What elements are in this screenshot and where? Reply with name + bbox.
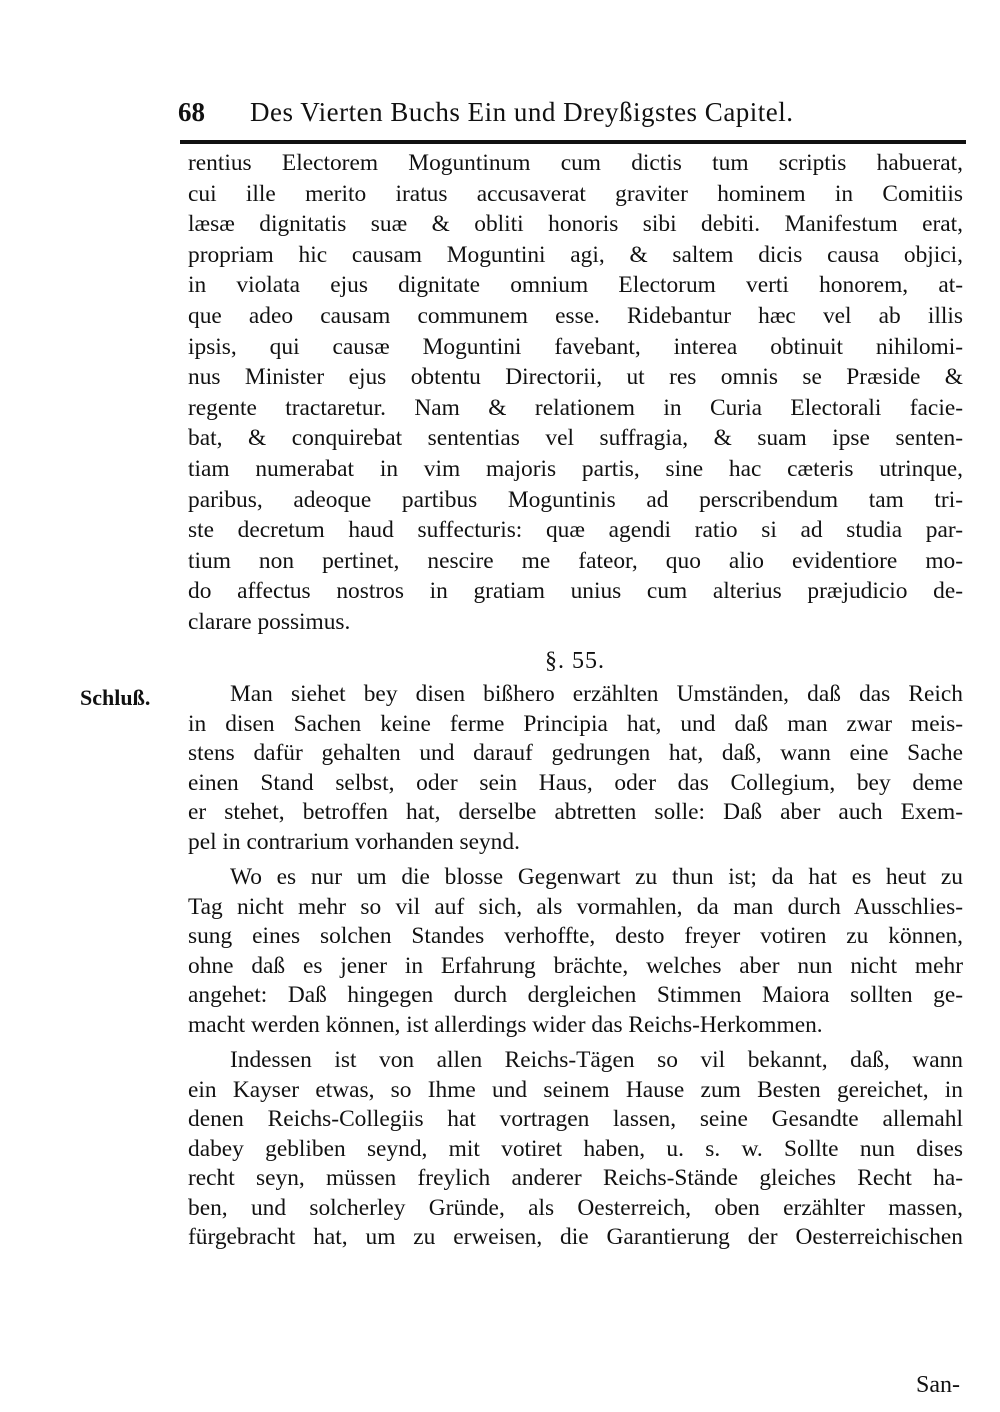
text-line: paribus, adeoque partibus Moguntinis ad perscribendum tam tri- — [188, 486, 963, 513]
text-line: Indessen ist von allen Reichs-Tägen so vil bekannt, daß, wann — [230, 1047, 963, 1073]
text-line: sung eines solchen Standes verhoffte, desto freyer votiren zu können, — [188, 923, 963, 949]
text-line: ben, und solcherley Gründe, als Oesterreich, oben erzählter massen, — [188, 1194, 963, 1221]
text-line: nus Minister ejus obtentu Directorii, ut res omnis se Præside & — [188, 364, 963, 391]
german-paragraph — [188, 863, 963, 1040]
text-line: bat, & conquirebat sententias vel suffragia, & suam ipse senten- — [188, 425, 963, 452]
text-line: ste decretum haud suffecturis: quæ agendi ratio si ad studia par- — [188, 517, 963, 544]
catchword: San- — [916, 1372, 960, 1398]
running-title: Des Vierten Buchs Ein und Dreyßigstes Capitel. — [250, 97, 794, 127]
text-line: in disen Sachen keine ferme Principia hat, und daß man zwar meis- — [188, 710, 963, 737]
german-paragraph — [188, 680, 963, 857]
text-line: Wo es nur um die blosse Gegenwart zu thun ist; da hat es heut zu — [230, 864, 963, 890]
text-line: tiam numerabat in vim majoris partis, sine hac cæteris utrinque, — [188, 455, 963, 482]
margin-note: Schluß. — [80, 685, 151, 710]
page-number: 68 — [178, 97, 205, 127]
text-line: macht werden können, ist allerdings wider das Reichs-Herkommen. — [188, 1011, 823, 1038]
text-line: angehet: Daß hingegen durch dergleichen Stimmen Maiora sollten ge- — [188, 982, 963, 1008]
text-line: recht seyn, müssen freylich anderer Reichs-Stände gleiches Recht ha- — [188, 1165, 963, 1191]
text-line: in violata ejus dignitate omnium Electorum verti honorem, at- — [188, 272, 963, 299]
text-line: er stehet, betroffen hat, derselbe abtretten solle: Daß aber auch Exem- — [188, 799, 963, 825]
text-line: dabey gebliben seynd, mit votiret haben, u. s. w. Sollte nun dises — [188, 1135, 963, 1162]
text-line: ohne daß es jener in Erfahrung brächte, welches aber nun nicht mehr — [188, 952, 963, 979]
text-line: tium non pertinet, nescire me fateor, quo alio evidentiore mo- — [188, 547, 963, 574]
text-line: do affectus nostros in gratiam unius cum alterius præjudicio de- — [188, 578, 963, 605]
text-line: ipsis, qui causæ Moguntini favebant, interea obtinuit nihilomi- — [188, 333, 963, 360]
text-line: pel in contrarium vorhanden seynd. — [188, 828, 520, 855]
text-line: Man siehet bey disen bißhero erzählten Umständen, daß das Reich — [230, 681, 963, 707]
german-text — [188, 680, 963, 1253]
text-line: cui ille merito iratus accusaverat graviter hominem in Comitiis — [188, 180, 963, 207]
text-line: regente tractaretur. Nam & relationem in Curia Electorali facie- — [188, 394, 963, 421]
text-line: clarare possimus. — [188, 608, 351, 635]
text-line: ein Kayser etwas, so Ihme und seinem Hause zum Besten gereichet, in — [188, 1076, 963, 1103]
text-line: fürgebracht hat, um zu erweisen, die Garantierung der Oesterreichischen — [188, 1224, 963, 1250]
text-line: que adeo causam communem esse. Ridebantur hæc vel ab illis — [188, 302, 963, 329]
text-line: denen Reichs-Collegiis hat vortragen lassen, seine Gesandte allemahl — [188, 1106, 963, 1132]
text-line: rentius Electorem Moguntinum cum dictis tum scriptis habuerat, — [188, 150, 963, 176]
german-paragraph — [188, 1046, 963, 1253]
text-line: stens dafür gehalten und darauf gedrungen hat, daß, wann eine Sache — [188, 740, 963, 766]
header-rule — [180, 140, 966, 144]
text-line: propriam hic causam Moguntini agi, & saltem dicis causa objici, — [188, 241, 963, 268]
text-line: Tag nicht mehr so vil auf sich, als vormahlen, da man durch Ausschlies- — [188, 893, 963, 920]
latin-paragraph — [188, 148, 963, 638]
text-line: einen Stand selbst, oder sein Haus, oder das Collegium, bey deme — [188, 769, 963, 796]
section-number: §. 55. — [545, 648, 605, 674]
running-header — [178, 92, 968, 132]
text-line: læsæ dignitatis suæ & obliti honoris sibi debiti. Manifestum erat, — [188, 211, 963, 238]
